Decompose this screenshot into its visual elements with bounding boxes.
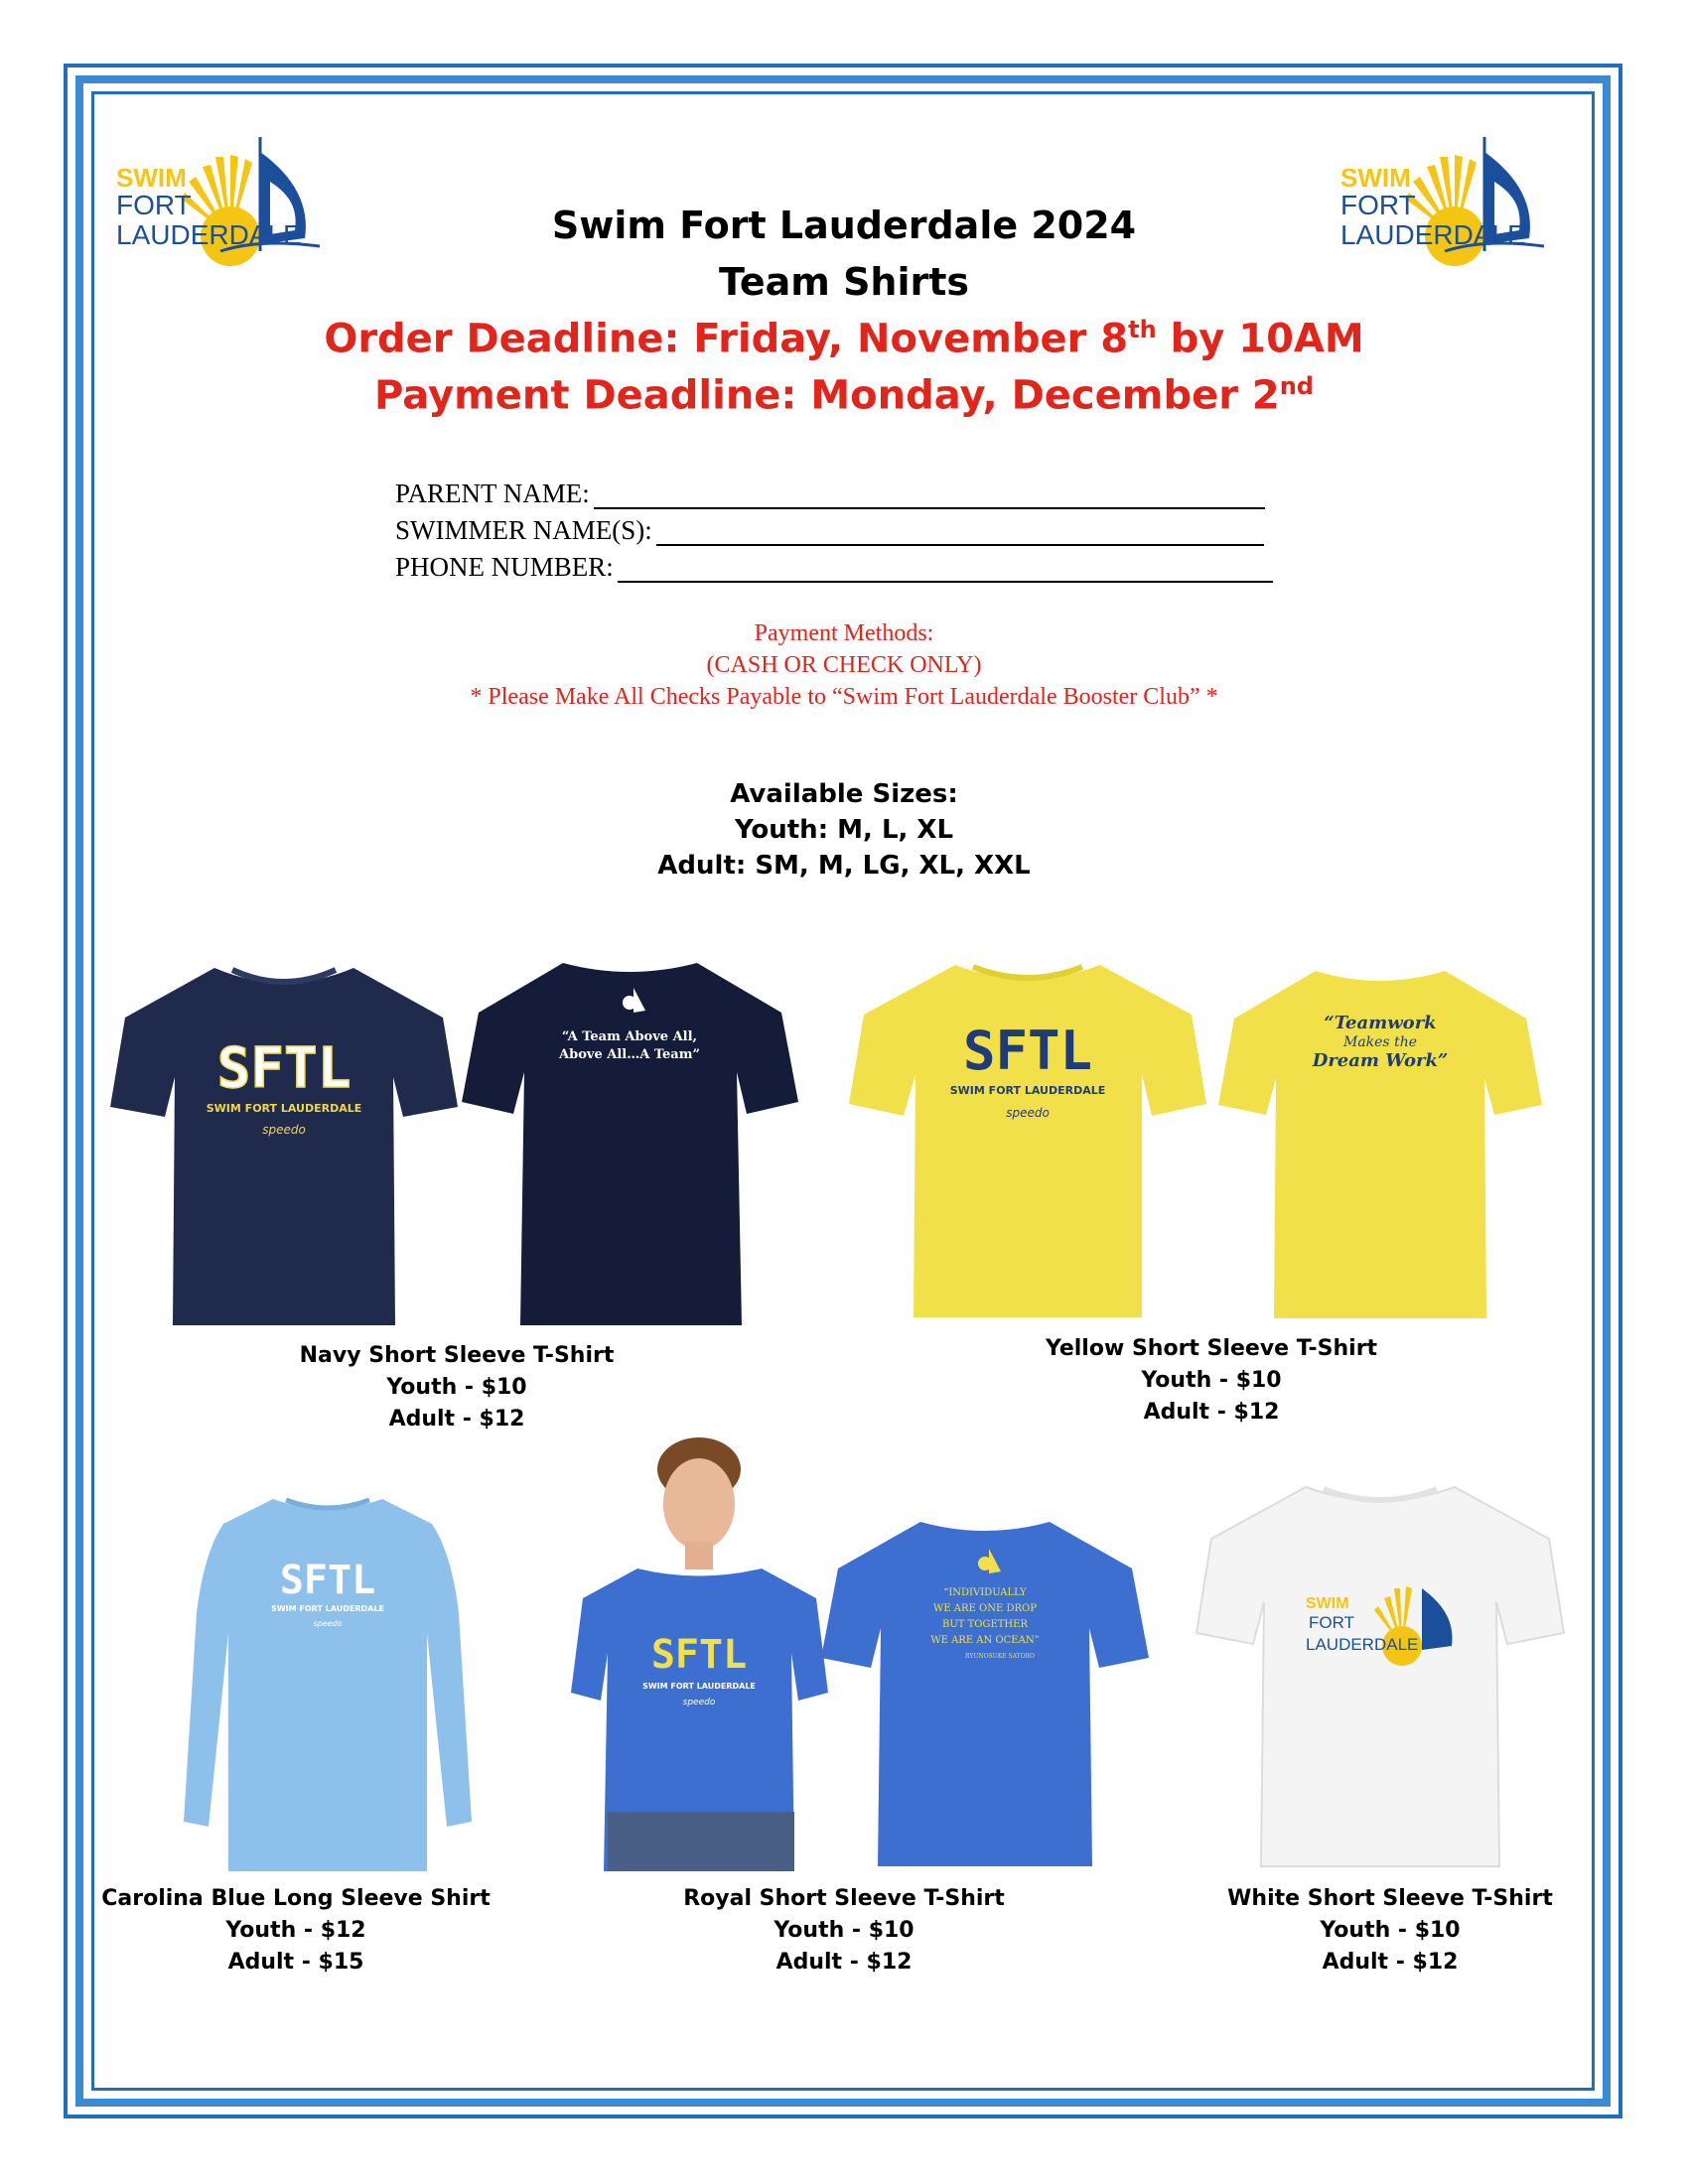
swim-fort-lauderdale-logo-left bbox=[111, 127, 340, 276]
svg-text:SWIM: SWIM bbox=[1306, 1595, 1349, 1612]
youth-price: Youth - $10 bbox=[774, 1918, 914, 1943]
svg-text:“INDIVIDUALLY: “INDIVIDUALLY bbox=[943, 1587, 1027, 1598]
svg-text:SWIM: SWIM bbox=[1340, 163, 1411, 193]
svg-text:FORT: FORT bbox=[1340, 190, 1416, 220]
product-name: Royal Short Sleeve T-Shirt bbox=[683, 1886, 1005, 1911]
phone-number-label: PHONE NUMBER: bbox=[395, 552, 614, 582]
svg-text:Makes the: Makes the bbox=[1342, 1034, 1418, 1050]
svg-text:SWIM: SWIM bbox=[116, 163, 187, 193]
payment-deadline: Payment Deadline: Monday, December 2nd bbox=[374, 372, 1314, 419]
youth-price: Youth - $10 bbox=[1320, 1918, 1461, 1943]
payment-payable-note: * Please Make All Checks Payable to “Swim Fort Lauderdale Booster Club” * bbox=[470, 684, 1218, 710]
svg-text:LAUDERDALE: LAUDERDALE bbox=[116, 219, 302, 250]
adult-price: Adult - $12 bbox=[1322, 1950, 1459, 1975]
product-name: White Short Sleeve T-Shirt bbox=[1227, 1886, 1553, 1911]
swim-fort-lauderdale-logo-right bbox=[1336, 127, 1564, 276]
swimmer-name-field[interactable] bbox=[656, 522, 1264, 546]
svg-text:SWIM FORT LAUDERDALE: SWIM FORT LAUDERDALE bbox=[949, 1084, 1106, 1097]
svg-text:RYUNOSUKE SATORO: RYUNOSUKE SATORO bbox=[965, 1653, 1035, 1660]
royal-shirt-back-image bbox=[816, 1514, 1154, 1871]
swimmer-name-label: SWIMMER NAME(S): bbox=[395, 515, 652, 545]
svg-text:LAUDERDALE: LAUDERDALE bbox=[1306, 1635, 1419, 1654]
svg-text:Dream Work”: Dream Work” bbox=[1312, 1050, 1449, 1071]
payment-cash-check: (CASH OR CHECK ONLY) bbox=[706, 652, 982, 678]
svg-text:SWIM FORT LAUDERDALE: SWIM FORT LAUDERDALE bbox=[271, 1604, 384, 1613]
svg-text:FORT: FORT bbox=[116, 190, 192, 220]
svg-text:SWIM FORT LAUDERDALE: SWIM FORT LAUDERDALE bbox=[642, 1682, 756, 1691]
carolina-blue-caption bbox=[97, 1883, 494, 1979]
sizes-youth: Youth: M, L, XL bbox=[734, 815, 954, 845]
youth-price: Youth - $12 bbox=[225, 1918, 366, 1943]
svg-text:SFTL: SFTL bbox=[279, 1558, 376, 1603]
page-subtitle: Team Shirts bbox=[718, 260, 970, 304]
svg-text:SFTL: SFTL bbox=[216, 1036, 352, 1101]
royal-shirt-model-image bbox=[568, 1434, 831, 1871]
svg-text:speedo: speedo bbox=[1006, 1106, 1050, 1120]
svg-text:BUT TOGETHER: BUT TOGETHER bbox=[941, 1619, 1029, 1630]
svg-text:“A Team Above All,: “A Team Above All, bbox=[561, 1029, 698, 1044]
parent-name-label: PARENT NAME: bbox=[395, 478, 590, 508]
sizes-heading: Available Sizes: bbox=[730, 779, 958, 809]
svg-text:speedo: speedo bbox=[682, 1698, 716, 1707]
svg-text:SWIM FORT LAUDERDALE: SWIM FORT LAUDERDALE bbox=[206, 1102, 362, 1115]
svg-text:speedo: speedo bbox=[313, 1619, 343, 1628]
order-deadline: Order Deadline: Friday, November 8th by 10AM bbox=[324, 316, 1364, 362]
white-shirt-image bbox=[1192, 1479, 1569, 1871]
royal-shirt-caption bbox=[645, 1883, 1043, 1979]
yellow-shirt-front-image bbox=[844, 955, 1211, 1322]
adult-price: Adult - $12 bbox=[775, 1950, 913, 1975]
svg-text:WE ARE AN OCEAN”: WE ARE AN OCEAN” bbox=[930, 1635, 1040, 1646]
sizes-adult: Adult: SM, M, LG, XL, XXL bbox=[657, 851, 1031, 881]
svg-text:speedo: speedo bbox=[262, 1123, 306, 1137]
payment-methods-heading: Payment Methods: bbox=[754, 620, 934, 646]
yellow-shirt-back-image bbox=[1216, 961, 1544, 1322]
svg-text:WE ARE ONE DROP: WE ARE ONE DROP bbox=[933, 1603, 1037, 1614]
adult-price: Adult - $12 bbox=[388, 1407, 525, 1432]
phone-number-field[interactable] bbox=[618, 559, 1273, 583]
navy-shirt-back-image bbox=[459, 953, 801, 1335]
white-shirt-caption bbox=[1192, 1883, 1589, 1979]
payment-methods bbox=[0, 617, 1688, 713]
yellow-shirt-caption bbox=[993, 1333, 1430, 1429]
svg-text:Above All…A Team”: Above All…A Team” bbox=[559, 1047, 700, 1062]
product-name: Yellow Short Sleeve T-Shirt bbox=[1045, 1336, 1378, 1361]
carolina-blue-long-sleeve-image bbox=[179, 1494, 477, 1876]
youth-price: Youth - $10 bbox=[386, 1375, 527, 1400]
svg-text:FORT: FORT bbox=[1309, 1613, 1354, 1632]
page-title: Swim Fort Lauderdale 2024 bbox=[551, 204, 1137, 247]
svg-text:“Teamwork: “Teamwork bbox=[1324, 1013, 1437, 1033]
product-name: Navy Short Sleeve T-Shirt bbox=[299, 1343, 615, 1368]
navy-shirt-caption bbox=[238, 1340, 675, 1435]
youth-price: Youth - $10 bbox=[1141, 1368, 1282, 1393]
adult-price: Adult - $12 bbox=[1143, 1400, 1280, 1425]
contact-form bbox=[395, 473, 1273, 583]
svg-text:LAUDERDALE: LAUDERDALE bbox=[1340, 219, 1526, 250]
available-sizes bbox=[0, 776, 1688, 884]
adult-price: Adult - $15 bbox=[227, 1950, 364, 1975]
parent-name-field[interactable] bbox=[594, 485, 1265, 509]
navy-shirt-front-image bbox=[105, 958, 463, 1330]
product-name: Carolina Blue Long Sleeve Shirt bbox=[101, 1886, 491, 1911]
svg-text:SFTL: SFTL bbox=[650, 1632, 748, 1678]
svg-text:SFTL: SFTL bbox=[962, 1020, 1093, 1082]
